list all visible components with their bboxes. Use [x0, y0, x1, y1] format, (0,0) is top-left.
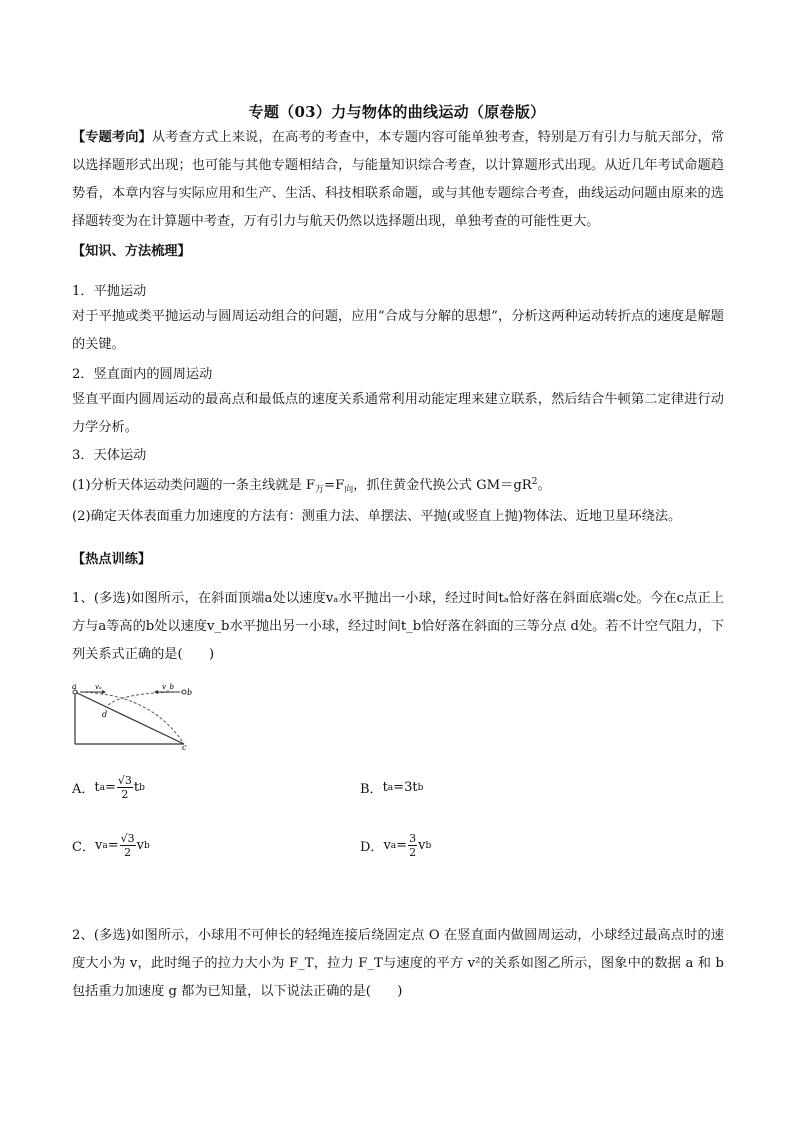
fraction: $\frac{3}{2}$ — [409, 832, 417, 859]
label-a: a — [72, 682, 77, 691]
knowledge-heading: 【知识、方法梳理】 — [72, 244, 191, 259]
question-1-text: 1、(多选)如图所示，在斜面顶端a处以速度vₐ水平抛出一小球，经过时间tₐ恰好落在斜面底端c处。今在c点正上方与a等高的b处以速度v_b水平抛出另一小球，经过时间t_b恰好落在斜面的三等分点 d处。若不计空气阻力，下列关系式正确的是( ) — [72, 591, 725, 662]
question-2-text: 2、(多选)如图所示，小球用不可伸长的轻绳连接后绕固定点 O 在竖直面内做圆周运动，小球经过最高点时的速度大小为 v，此时绳子的拉力大小为 F_T，拉力 F_T与速度的平方 v²的关系如图乙所示，图象中的数据 a 和 b 包括重力加速度 g 都为已知量，以下说法正确的是( ) — [72, 928, 724, 999]
label-va: vₐ — [95, 683, 102, 691]
k3-title: 3．天体运动 — [72, 448, 147, 463]
page-title: 专题（03）力与物体的曲线运动（原卷版） — [248, 103, 546, 121]
incline-projectile-figure — [70, 680, 200, 750]
label-vb: v_b — [162, 683, 174, 691]
trajectory-b — [106, 692, 184, 707]
option-a: A． t a = $\frac{√3}{2}$ t b — [72, 774, 145, 801]
option-c: C． v a = $\frac{√3}{2}$ v b — [72, 832, 150, 859]
label-c: c — [182, 743, 187, 750]
k3-line1: (1)分析天体运动类问题的一条主线就是 $F_万=F_向$，抓住黄金代换公式 $GM=gR^2$。 — [72, 477, 551, 495]
arrow-head-b — [154, 690, 158, 694]
arrow-head-a — [102, 690, 106, 694]
fraction: $\frac{√3}{2}$ — [117, 774, 132, 801]
k1-text: 对于平抛或类平抛运动与圆周运动组合的问题，应用“合成与分解的思想”，分析这两种运动转折点的速度是解题的关键。 — [72, 309, 724, 352]
k2-title: 2．竖直面内的圆周运动 — [72, 367, 213, 382]
k2-text: 竖直平面内圆周运动的最高点和最低点的速度关系通常利用动能定理来建立联系，然后结合牛顿第二定律进行动力学分析。 — [72, 392, 724, 435]
label-b: b — [187, 688, 193, 697]
incline-slope — [75, 692, 184, 744]
option-d: D． v a = $\frac{3}{2}$ v b — [360, 832, 432, 859]
fraction: $\frac{√3}{2}$ — [120, 832, 135, 859]
intro-paragraph — [72, 124, 724, 236]
k1-title: 1．平抛运动 — [72, 284, 147, 299]
intro-label: 【专题考向】 — [72, 130, 152, 145]
ball-b — [182, 690, 186, 694]
label-d: d — [102, 710, 108, 719]
intro-text: 从考查方式上来说，在高考的考查中，本专题内容可能单独考查，特别是万有引力与航天部分，常以选择题形式出现；也可能与其他专题相结合，与能量知识综合考查，以计算题形式出现。从近几年考试命题趋势看，本章内容与实际应用和生产、生活、科技相联系命题，或与其他专题综合考查，曲线运动问题由原来的选择题转变为在计算题中考查，万有引力与航天仍然以选择题出现，单独考查的可能性更大。 — [72, 130, 725, 229]
k3-line2: (2)确定天体表面重力加速度的方法有：测重力法、单摆法、平抛(或竖直上抛)物体法、近地卫星环绕法。 — [72, 509, 682, 524]
option-b: B． t a =3t b — [360, 780, 424, 797]
training-heading: 【热点训练】 — [72, 552, 152, 567]
